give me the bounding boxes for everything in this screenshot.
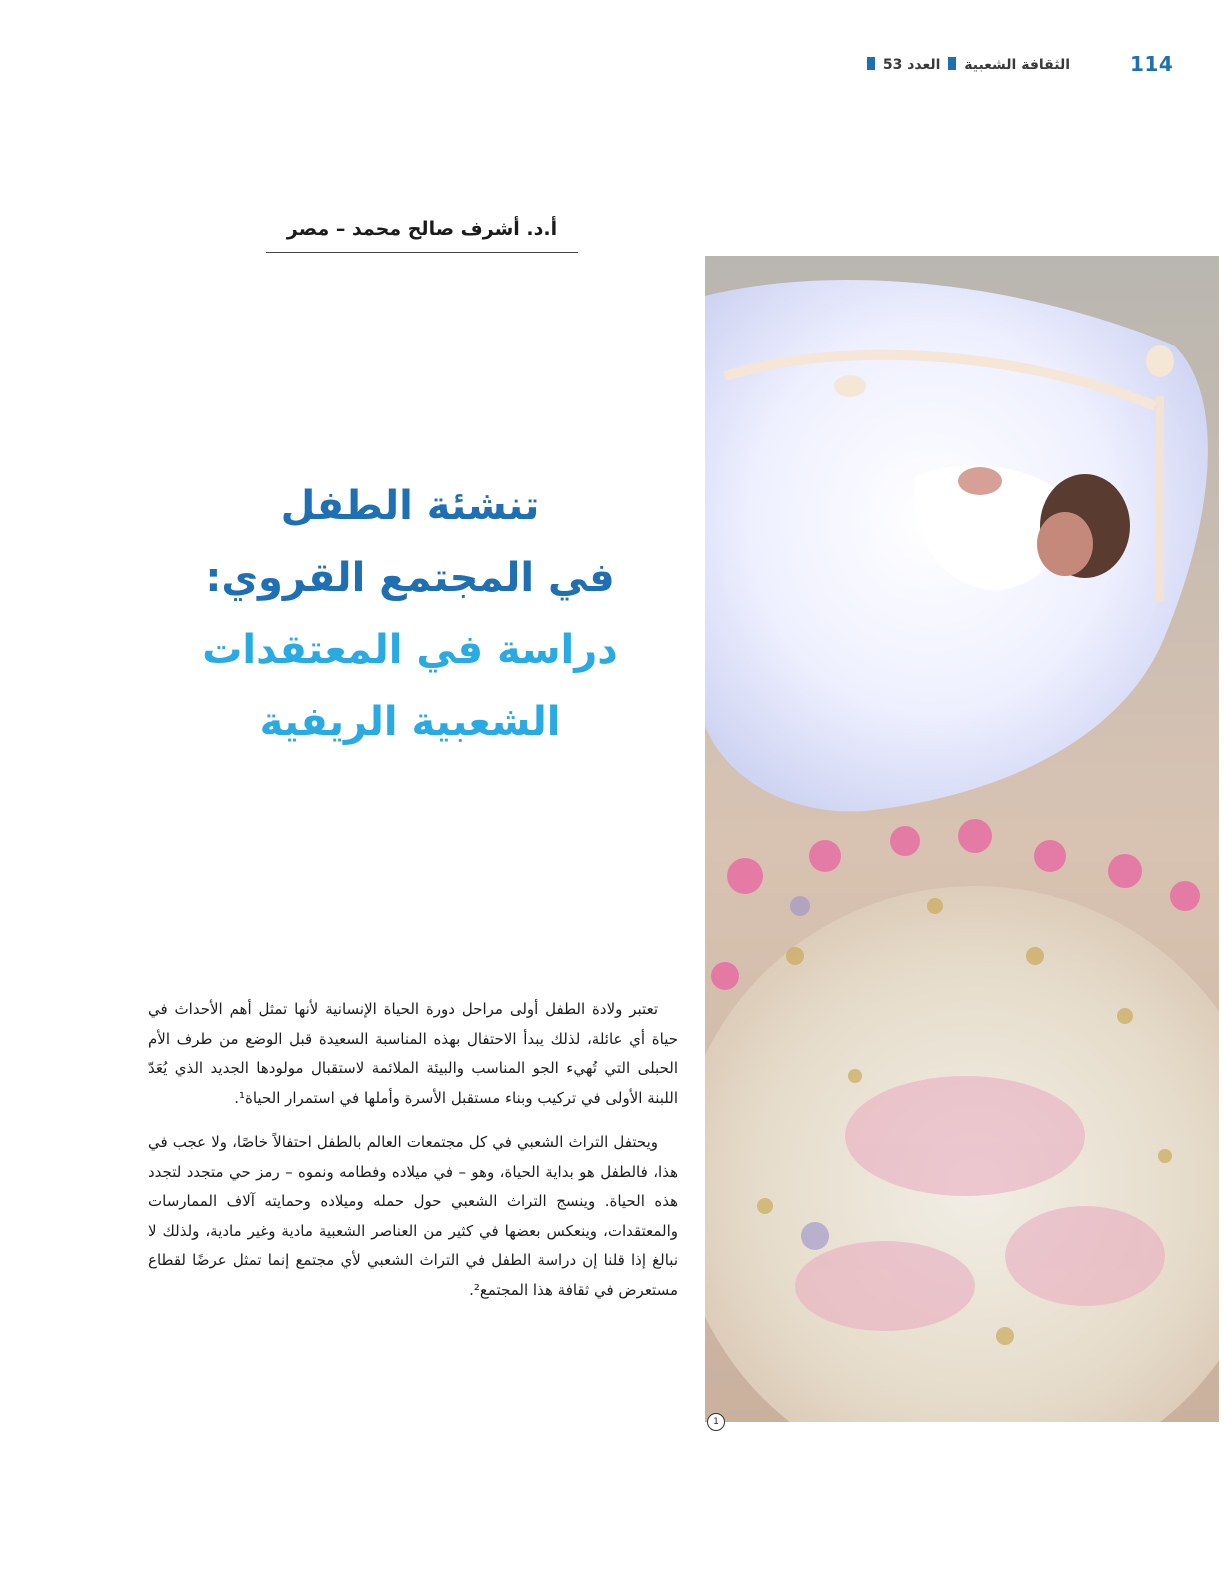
title-line-1: تنشئة الطفل (280, 483, 540, 529)
magazine-name: الثقافة الشعبية (964, 57, 1070, 73)
author-line: أ.د. أشرف صالح محمد – مصر (266, 218, 578, 253)
baby-cradle-photo (705, 256, 1219, 1422)
issue-number: العدد 53 (882, 57, 941, 73)
article-title (190, 470, 630, 758)
title-line-3: دراسة في المعتقدات (202, 627, 618, 673)
paragraph-1: تعتبر ولادة الطفل أولى مراحل دورة الحياة الإنسانية لأنها تمثل أهم الأحداث في حياة أي عائلة، لذلك يبدأ الاحتفال بهذه المناسبة السعيدة قبل الوضع من طرف الأم الحبلى التي تُهيء الجو المناسب والبيئة الملائمة لاستقبال مولودها الجديد الذي يُعَدّ اللبنة الأولى في تركيب وبناء مستقبل الأسرة وأملها في استمرار الحياة¹. (148, 1000, 678, 1107)
square-bullet-icon (948, 57, 956, 70)
title-line-2: في المجتمع القروي: (205, 555, 615, 601)
article-body (148, 995, 678, 1320)
page-header (860, 52, 1174, 82)
title-line-4: الشعبية الريفية (259, 699, 561, 745)
page-number: 114 (1130, 52, 1174, 76)
paragraph-2: ويحتفل التراث الشعبي في كل مجتمعات العالم بالطفل احتفالاً خاصًا، ولا عجب في هذا، فالطفل هو بداية الحياة، وهو – في ميلاده وفطامه ونموه – رمز حي متجدد لتجدد هذه الحياة. وينسج التراث الشعبي حول حمله وميلاده وحمايته آلاف الممارسات والمعتقدات، وينعكس بعضها في كثير من العناصر الشعبية مادية وغير مادية، ولذلك لا نبالغ إذا قلنا إن دراسة الطفل في التراث الشعبي لأي مجتمع إنما تمثل عرضًا لقطاع مستعرض في ثقافة هذا المجتمع². (148, 1133, 678, 1299)
square-bullet-icon (867, 57, 875, 70)
running-header (864, 57, 1070, 73)
figure-number-badge: 1 (707, 1413, 725, 1431)
